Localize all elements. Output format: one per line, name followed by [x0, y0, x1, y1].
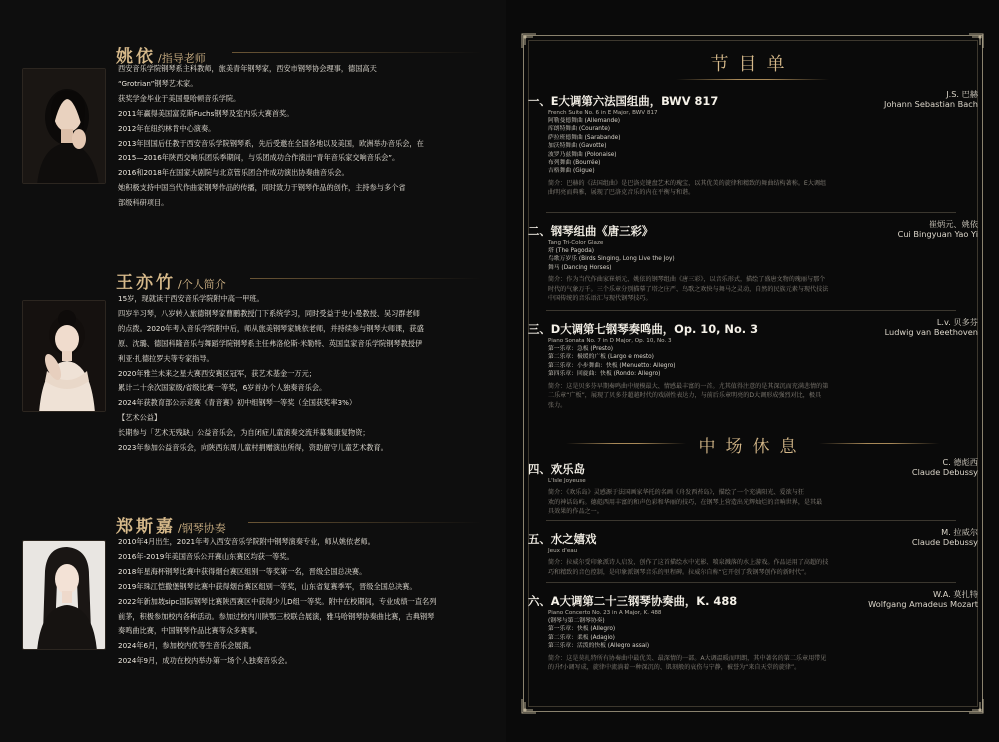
- bio-line: 2019年珠江恺撒堡钢琴比赛中获得烟台赛区组别一等奖，山东省复赛季军，晋级全国总决赛。: [118, 581, 417, 591]
- bio-line: 前茅，积极参加校内各种活动。参加过校内川陕鄂三校联合展演，雅马哈钢琴协奏曲比赛，古典钢琴: [118, 611, 435, 621]
- corner-ornament-icon: [967, 32, 985, 50]
- movement: 舞马 (Dancing Horses): [548, 264, 612, 271]
- composer-en: Claude Debussy: [911, 536, 978, 547]
- bio-line: 2018年星海杯钢琴比赛中获得烟台赛区组别一等奖第一名，晋级全国总决赛。: [118, 566, 367, 576]
- divider: [546, 520, 956, 521]
- intro-line: 具效果的作品之一。: [548, 508, 603, 516]
- piece-subtitle: L'Isle Joyeuse: [548, 478, 586, 484]
- movement: 鸟歌万岁乐 (Birds Singing, Long Live the Joy): [548, 256, 675, 263]
- piece-subtitle: French Suite No. 6 in E Major, BWV 817: [548, 110, 658, 116]
- bio-line: 2024年9月，成功在校内举办第一场个人独奏音乐会。: [118, 656, 292, 666]
- bio-header-wang-yizhu: [116, 268, 226, 293]
- composer-en: Wolfgang Amadeus Mozart: [868, 598, 978, 609]
- composer-cn: J.S. 巴赫: [946, 89, 978, 99]
- movement: 第二乐章：柔板 (Adagio): [548, 634, 615, 641]
- composer: [868, 590, 978, 609]
- composer-cn: W.A. 莫扎特: [933, 589, 978, 599]
- intro-line: 时代的气象万千。三个乐章分别描摹了塔之庄严、鸟歌之欢快与舞马之灵动，自然的民族元素与现代技法: [548, 285, 829, 293]
- divider: [546, 310, 956, 311]
- piece-intro: [528, 654, 958, 673]
- bio-line: “Grotrian”钢琴艺术家。: [118, 78, 198, 88]
- movement: 第二乐章：极缓的广板 (Largo e mesto): [548, 354, 654, 361]
- bio-line: 【艺术公益】: [118, 413, 162, 423]
- divider: [546, 212, 956, 213]
- piece-intro: [528, 179, 958, 198]
- program-item: [528, 590, 978, 673]
- movement: 阿勒曼德舞曲 (Allemande): [548, 118, 621, 124]
- intro-line: 欢的神话岛屿。德彪西用丰富的和声色彩和华丽的技巧，在钢琴上营造出光辉灿烂的音响世界，是其最: [548, 498, 823, 506]
- intro-line: 简介：巴赫的《法国组曲》是巴洛克键盘艺术的瑰宝，以其优美的旋律和精致的舞曲结构著称。E大调组: [548, 179, 827, 187]
- movement: 第三乐章：活泼的快板 (Allegro assai): [548, 643, 650, 650]
- bio-text-wang-yizhu: [118, 292, 490, 456]
- movement: 加沃特舞曲 (Gavotte): [548, 143, 607, 150]
- composer: [885, 318, 978, 337]
- portrait-photo-zheng-sijia: [22, 540, 106, 650]
- movement: (钢琴与第二钢琴协奏): [548, 618, 605, 624]
- movement: 第三乐章：小步舞曲：快板 (Menuetto: Allegro): [548, 362, 676, 369]
- bio-line: 长期参与「艺术无残缺」公益音乐会，为自闭症儿童演奏交流并募集康复物资；: [118, 428, 370, 438]
- bio-role: /钢琴协奏: [178, 522, 226, 535]
- bio-line: 2012年在纽约林肯中心演奏。: [118, 123, 216, 133]
- portrait-photo-wang-yizhu: [22, 300, 106, 412]
- movement: 第四乐章：回旋曲：快板 (Rondo: Allegro): [548, 371, 661, 378]
- bio-line: 部级科研项目。: [118, 198, 169, 208]
- movement: 吉格舞曲 (Gigue): [548, 168, 595, 175]
- intro-line: 的升f小调写成，旋律中流淌着一种深沉的、肌刻般的哀伤与宁静，被誉为“来自天堂的旋律”。: [548, 664, 801, 672]
- bio-name: 王亦竹: [116, 273, 176, 293]
- piece-intro: [528, 275, 958, 304]
- program-page: [506, 0, 999, 742]
- bio-role: /个人简介: [178, 278, 226, 291]
- bio-line: 四岁半习琴，八岁转入旅德钢琴家曹鹏教授门下系统学习，同时受益于史小曼教授、吴习群老师: [118, 308, 420, 318]
- bio-line: 她积极支持中国当代作曲家钢琴作品的传播，同时致力于钢琴作品的创作，主持参与多个省: [118, 183, 406, 193]
- bio-line: 15岁，现就读于西安音乐学院附中高一甲班。: [118, 294, 264, 303]
- bio-header-rule: [248, 522, 482, 523]
- piece-subtitle: Piano Concerto No. 23 in A Major, K. 488: [548, 610, 662, 616]
- bio-text-zheng-sijia: [118, 535, 490, 669]
- composer-en: Ludwig van Beethoven: [884, 326, 978, 337]
- movement: 第一乐章：急板 (Presto): [548, 346, 613, 352]
- piece-intro: [528, 488, 958, 517]
- movement: 第一乐章：快板 (Allegro): [548, 626, 616, 633]
- portrait-photo-yao-yi: [22, 68, 106, 184]
- piece-title: 一、E大调第六法国组曲，BWV 817: [528, 94, 719, 108]
- intro-line: 二乐章“广板”，展现了贝多芬超越时代的戏剧性表达力，与前后乐章明亮的D大调形成强烈对比，极具: [548, 392, 822, 400]
- program-item: [528, 458, 978, 517]
- piece-subtitle: Jeux d'eau: [548, 548, 578, 554]
- piece-title: 二、钢琴组曲《唐三彩》: [528, 224, 654, 238]
- intro-line: 曲明亮而典雅，展现了巴洛克音乐的内在平衡与和谐。: [548, 189, 695, 197]
- corner-ornament-icon: [967, 697, 985, 715]
- bio-line: 2020年雅兰未来之星大赛西安赛区冠军，获艺术基金一万元；: [118, 368, 316, 378]
- divider: [546, 582, 956, 583]
- intro-line: 简介：作为当代作曲家崔炳元、姚依的钢琴组曲《唐三彩》，以音乐形式，描绘了盛唐文物的瑰丽与那个: [548, 276, 826, 284]
- intro-line: 简介：这是莫扎特所有协奏曲中最优美、最深情的一部。A大调温暖而明朗，其中著名的第二乐章用带见: [548, 654, 827, 662]
- bio-line: 2015—2016年陕西交响乐团乐季期间，与乐团成功合作演出“青年音乐家交响音乐会”。: [118, 153, 400, 163]
- corner-ornament-icon: [520, 697, 538, 715]
- bio-line: 西安音乐学院钢琴系主科教师，旅美青年钢琴家，西安市钢琴协会理事，德国高天: [118, 64, 377, 73]
- bio-line: 2016和2018年在国家大剧院与北京管乐团合作成功演出协奏曲音乐会。: [118, 168, 349, 178]
- intro-line: 中国传统的音乐语汇与现代钢琴技巧。: [548, 295, 652, 303]
- intermission-title: 中场休息: [698, 437, 807, 457]
- bio-name: 郑斯嘉: [116, 517, 176, 537]
- composer-cn: 崔炳元、姚依: [928, 219, 978, 229]
- bio-line: 2016年-2019年美国音乐公开赛山东赛区均获一等奖。: [118, 551, 294, 561]
- program-item: [528, 528, 978, 577]
- piece-intro: [528, 558, 958, 577]
- movement: 塔 (The Pagoda): [548, 248, 595, 254]
- bio-line: 2010年4月出生，2021年考入西安音乐学院附中钢琴演奏专业，师从姚依老师。: [118, 537, 375, 546]
- bio-line: 累计二十余次国家级/省级比赛一等奖，6岁首办个人独奏音乐会。: [118, 383, 327, 393]
- bio-line: 2024年获教育部公示竞赛《青音赛》初中组钢琴一等奖（全国获奖率3%）: [118, 398, 357, 408]
- intro-line: 简介：《欢乐岛》灵感源于法国画家华托的名画《舟发西苔岛》，描绘了一个充满阳光、爱欲与狂: [548, 489, 804, 496]
- bio-role: /指导老师: [158, 52, 206, 65]
- piece-subtitle: Piano Sonata No. 7 in D Major, Op. 10, No. 3: [548, 338, 672, 344]
- intermission-rule-right: [819, 443, 939, 444]
- piece-title: 四、欢乐岛: [528, 462, 585, 476]
- movement: 库朗特舞曲 (Courante): [548, 126, 611, 133]
- piece-title: 五、水之嬉戏: [528, 532, 597, 546]
- piece-title: 六、A大调第二十三钢琴协奏曲，K. 488: [528, 594, 738, 608]
- bio-name: 姚依: [116, 47, 156, 67]
- piece-subtitle: Tang Tri-Color Glaze: [548, 240, 604, 246]
- piece-intro: [528, 382, 958, 411]
- movement: 波罗乃兹舞曲 (Polonaise): [548, 151, 617, 158]
- composer-cn: L.v. 贝多芬: [936, 317, 978, 327]
- program-item: [528, 90, 978, 198]
- movement: 萨拉班德舞曲 (Sarabande): [548, 134, 621, 141]
- composer: [884, 90, 978, 109]
- composer: [898, 220, 978, 239]
- bio-line: 的点拨。2020年考入音乐学院附中后，师从旅美钢琴家姚依老师，并持续参与钢琴大师课，获盛: [118, 323, 424, 333]
- bio-line: 2011年赢得美国富克斯Fuchs钢琴及室内乐大赛首奖。: [118, 108, 294, 118]
- intro-line: 张力。: [548, 401, 567, 409]
- bio-text-yao-yi: [118, 62, 490, 211]
- bio-line: 2013年回国后任教于西安音乐学院钢琴系，先后受邀在全国各地以及美国，欧洲举办音乐会，在: [118, 138, 424, 148]
- bio-line: 获奖学金毕业于美国曼哈顿音乐学院。: [118, 93, 241, 103]
- bio-header-rule: [232, 52, 482, 53]
- intro-line: 简介：这是贝多芬早期奏鸣曲中规模最大、情感最丰富的一首。尤其值得注意的是其深沉而充满悲情的第: [548, 382, 829, 390]
- composer-en: Cui Bingyuan Yao Yi: [897, 228, 978, 239]
- composer-en: Claude Debussy: [911, 466, 978, 477]
- program-item: [528, 220, 978, 304]
- bio-line: 2024年6月，参加校内优等生音乐会展演。: [118, 641, 256, 651]
- bio-line: 2022年新加坡sipc国际钢琴比赛陕西赛区中获得少儿D组一等奖。附中在校期间，专业成绩一直名列: [118, 596, 437, 606]
- corner-ornament-icon: [520, 32, 538, 50]
- intro-line: 巧和精致的音色控制，是印象派钢琴音乐的里程碑。拉威尔自称“它开创了我钢琴创作的新时代”。: [548, 568, 811, 576]
- composer-cn: M. 拉威尔: [941, 527, 978, 537]
- bio-line: 2023年参加公益音乐会，向陕西东周儿童村捐赠演出所得，资助留守儿童艺术教育。: [118, 443, 388, 453]
- composer: [912, 528, 978, 547]
- title-rule: [676, 79, 829, 80]
- bio-header-rule: [250, 278, 482, 279]
- bio-line: 原、沈璐、德国科隆音乐与舞蹈学院钢琴系主任弗洛伦斯·米勒特、英国皇家音乐学院钢琴教授伊: [118, 338, 423, 348]
- bio-line: 奏鸣曲比赛，中国钢琴作品比赛等众多赛事。: [118, 626, 262, 636]
- composer-en: Johann Sebastian Bach: [884, 98, 978, 109]
- bio-header-zheng-sijia: [116, 512, 226, 537]
- intro-line: 简介：拉威尔受印象派诗人启发，创作了这首描绘水中光影、喷泉溅落的水上游戏。作品运用了高超的技: [548, 559, 829, 566]
- program-title: 节目单: [710, 54, 795, 75]
- movement: 布列舞曲 (Bourrée): [548, 160, 601, 167]
- program-item: [528, 318, 978, 410]
- composer: [912, 458, 978, 477]
- piece-title: 三、D大调第七钢琴奏鸣曲，Op. 10, No. 3: [528, 322, 758, 336]
- composer-cn: C. 德彪西: [942, 457, 978, 467]
- bio-line: 利亚·扎德拉罗夫等专家指导。: [118, 353, 214, 363]
